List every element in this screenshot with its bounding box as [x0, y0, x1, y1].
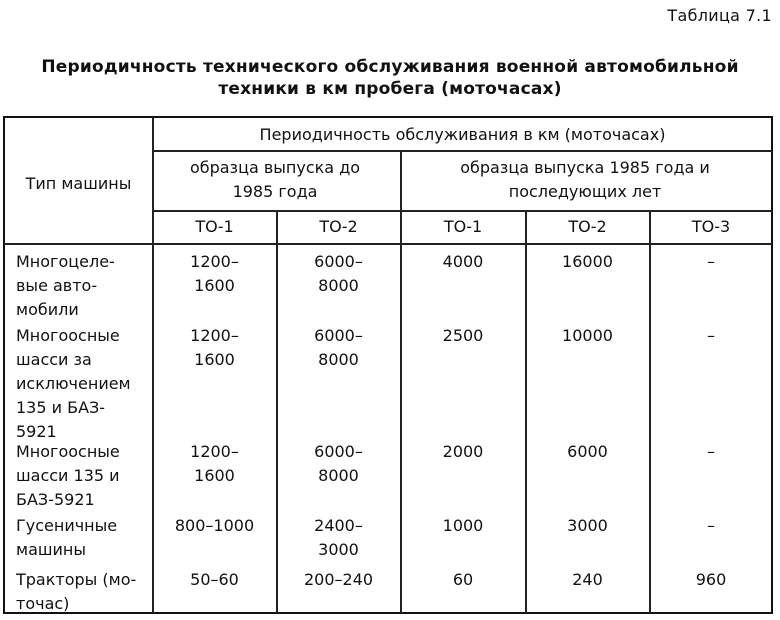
cell-new-to1: 1000: [442, 516, 484, 535]
cell-new-to1: 2000: [442, 442, 484, 461]
cell-new-to2: 10000: [562, 326, 613, 345]
cell-new-to3: –: [707, 252, 715, 271]
title-line-2: техники в км пробега (моточасах): [218, 79, 562, 99]
cell-old-to2: 6000– 8000: [314, 252, 363, 295]
row-type: Многоосные шасси 135 и БАЗ-5921: [16, 442, 120, 509]
divider: [4, 243, 772, 245]
cell-old-to2: 2400– 3000: [314, 516, 363, 559]
cell-old-to1: 1200– 1600: [190, 442, 239, 485]
cell-new-to3: –: [707, 516, 715, 535]
cell-old-to1: 1200– 1600: [190, 252, 239, 295]
cell-new-to3: 960: [695, 570, 727, 589]
cell-new-to2: 3000: [567, 516, 608, 535]
header-old-to2: ТО-2: [319, 217, 358, 236]
cell-old-to2: 6000– 8000: [314, 442, 363, 485]
cell-new-to2: 240: [572, 570, 603, 589]
header-new-to1: ТО-1: [443, 217, 483, 236]
title-line-1: Периодичность технического обслуживания военной автомобильной: [41, 57, 739, 77]
cell-old-to1: 50–60: [190, 570, 239, 589]
header-old-to1: ТО-1: [195, 217, 234, 236]
table-title: [0, 56, 780, 100]
cell-new-to2: 16000: [562, 252, 613, 271]
cell-old-to1: 800–1000: [174, 516, 255, 535]
header-new-to2: ТО-2: [568, 217, 607, 236]
row-type: Тракторы (мо- точас): [16, 570, 137, 613]
cell-new-to1: 60: [452, 570, 474, 589]
cell-new-to2: 6000: [567, 442, 608, 461]
header-before-1985: образца выпуска до 1985 года: [189, 158, 361, 201]
cell-old-to2: 6000– 8000: [314, 326, 363, 369]
header-after-1985: образца выпуска 1985 года и последующих лет: [460, 158, 710, 201]
cell-old-to2: 200–240: [303, 570, 374, 589]
divider: [152, 150, 772, 152]
cell-new-to1: 4000: [442, 252, 484, 271]
header-machine-type: Тип машины: [25, 174, 132, 193]
row-type: Гусеничные машины: [16, 516, 118, 559]
row-type: Многоосные шасси за исключением 135 и БАЗ- 5921: [16, 326, 131, 441]
divider: [152, 210, 772, 212]
header-periodicity: Периодичность обслуживания в км (моточасах): [259, 125, 666, 144]
table-number: Таблица 7.1: [667, 6, 772, 25]
cell-new-to1: 2500: [442, 326, 484, 345]
header-new-to3: ТО-3: [691, 217, 731, 236]
cell-new-to3: –: [707, 442, 715, 461]
cell-new-to3: –: [707, 326, 715, 345]
row-type: Многоцеле- вые авто- мобили: [16, 252, 115, 319]
cell-old-to1: 1200– 1600: [190, 326, 239, 369]
